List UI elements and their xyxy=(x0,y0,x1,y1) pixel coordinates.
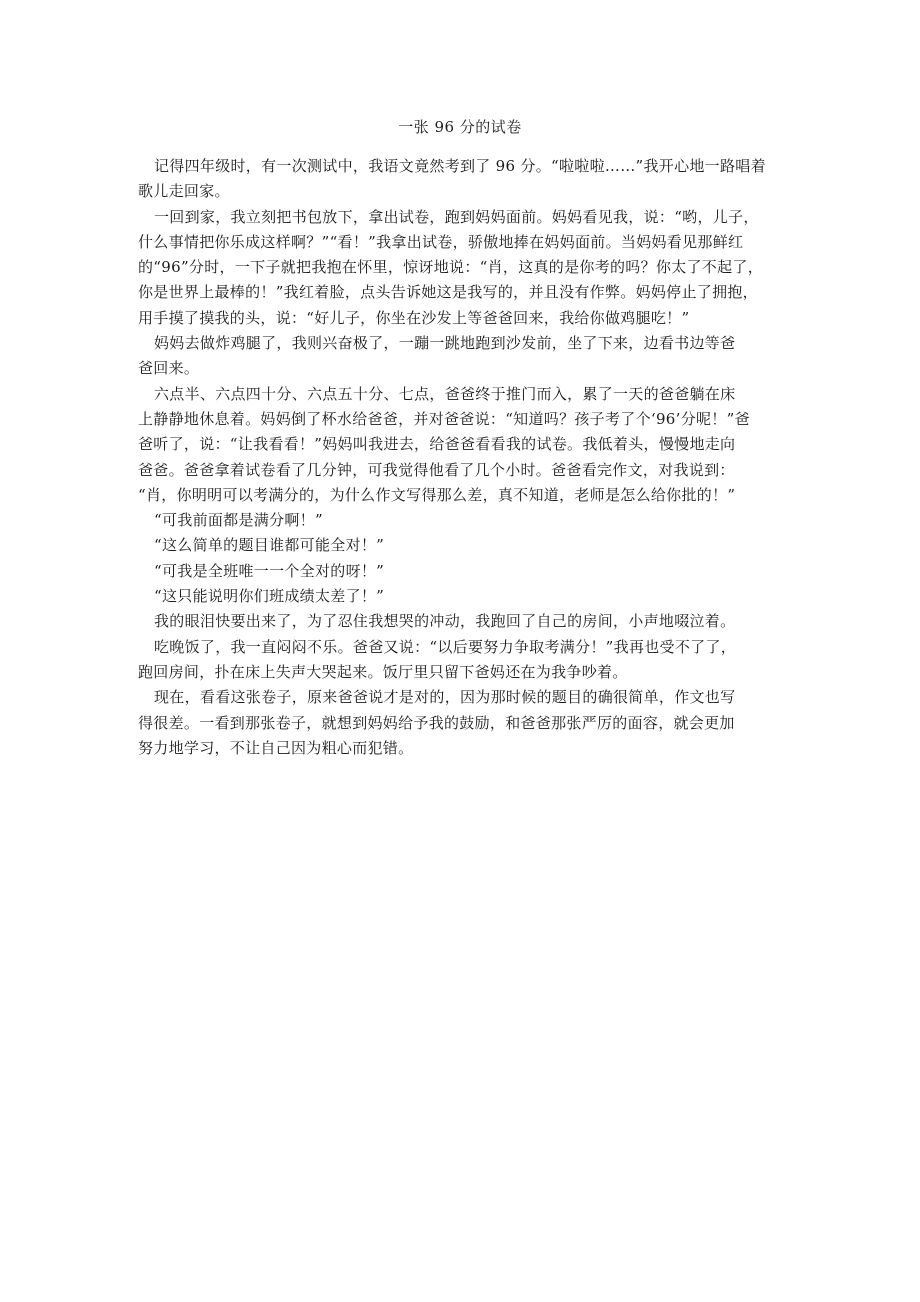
text-line: 现在，看看这张卷子，原来爸爸说才是对的，因为那时候的题目的确很简单，作文也写 xyxy=(154,688,736,707)
text-line: 什么事情把你乐成这样啊？”“看！”我拿出试卷，骄傲地捧在妈妈面前。当妈妈看见那鲜红 xyxy=(138,232,744,251)
text-line: 的“96”分时，一下子就把我抱在怀里，惊讶地说：“肖，这真的是你考的吗？你太了不起了， xyxy=(138,258,763,277)
text-line: 上静静地休息着。妈妈倒了杯水给爸爸，并对爸爸说：“知道吗？孩子考了个‘96’分呢！”爸 xyxy=(138,409,750,428)
text-line: 歌儿走回家。 xyxy=(138,182,230,201)
document-body xyxy=(138,154,778,761)
text-line: “可我前面都是满分啊！” xyxy=(154,511,323,530)
text-line: 妈妈去做炸鸡腿了，我则兴奋极了，一蹦一跳地跑到沙发前，坐了下来，边看书边等爸 xyxy=(154,334,736,353)
text-line: 我的眼泪快要出来了，为了忍住我想哭的冲动，我跑回了自己的房间，小声地啜泣着。 xyxy=(154,612,736,631)
text-line: 吃晚饭了，我一直闷闷不乐。爸爸又说：“以后要努力争取考满分！”我再也受不了了， xyxy=(154,637,737,656)
text-line: 记得四年级时，有一次测试中，我语文竟然考到了 96 分。“啦啦啦……”我开心地一路唱着 xyxy=(154,157,766,175)
text-line: 你是世界上最棒的！”我红着脸，点头告诉她这是我写的，并且没有作弊。妈妈停止了拥抱， xyxy=(138,283,758,302)
text-line: “这只能说明你们班成绩太差了！” xyxy=(154,587,385,606)
document-title: 一张 96 分的试卷 xyxy=(398,118,522,136)
text-line: “可我是全班唯一一个全对的呀！” xyxy=(154,561,385,580)
text-line: “这么简单的题目谁都可能全对！” xyxy=(154,536,385,555)
text-line: 用手摸了摸我的头，说：“好儿子，你坐在沙发上等爸爸回来，我给你做鸡腿吃！” xyxy=(138,308,690,327)
text-line: 努力地学习，不让自己因为粗心而犯错。 xyxy=(138,738,414,757)
text-line: 爸听了，说：“让我看看！”妈妈叫我进去，给爸爸看看我的试卷。我低着头，慢慢地走向 xyxy=(138,435,736,454)
text-line: 爸回来。 xyxy=(138,359,200,378)
text-line: 一回到家，我立刻把书包放下，拿出试卷，跑到妈妈面前。妈妈看见我，说：“哟，儿子， xyxy=(154,207,759,226)
text-line: 六点半、六点四十分、六点五十分、七点，爸爸终于推门而入，累了一天的爸爸躺在床 xyxy=(154,384,736,403)
text-line: 得很差。一看到那张卷子，就想到妈妈给予我的鼓励，和爸爸那张严厉的面容，就会更加 xyxy=(138,713,735,732)
text-line: 爸爸。爸爸拿着试卷看了几分钟，可我觉得他看了几个小时。爸爸看完作文，对我说到： xyxy=(138,460,735,479)
text-line: 跑回房间，扑在床上失声大哭起来。饭厅里只留下爸妈还在为我争吵着。 xyxy=(138,662,628,681)
text-line: “肖，你明明可以考满分的，为什么作文写得那么差，真不知道，老师是怎么给你批的！” xyxy=(138,485,736,504)
